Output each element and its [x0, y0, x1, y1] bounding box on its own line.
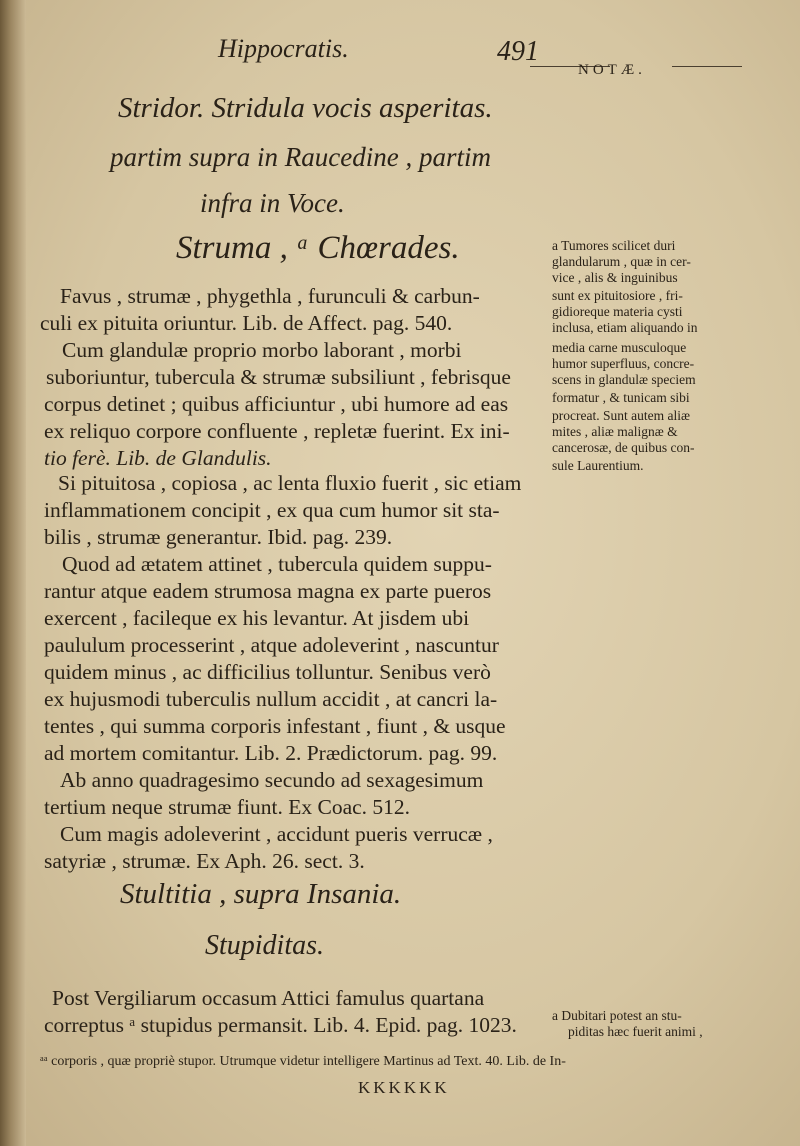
note-line: a Dubitari potest an stu-	[552, 1008, 682, 1023]
text-line: quidem minus , ac difficilius tolluntur. Senibus verò	[44, 660, 491, 684]
text-line: tertium neque strumæ fiunt. Ex Coac. 512.	[44, 795, 411, 819]
note-line: scens in glandulæ speciem	[552, 372, 696, 387]
cross-ref-voce: infra in Voce.	[200, 188, 345, 218]
header-rule-right	[672, 66, 742, 67]
heading-stupiditas: Stupiditas.	[205, 930, 325, 961]
text-line: tentes , qui summa corporis infestant , fiunt , & usque	[44, 714, 506, 738]
text-line: ex hujusmodi tuberculis nullum accidit , at cancri la-	[44, 687, 498, 711]
cross-ref-raucedine: partim supra in Raucedine , partim	[110, 142, 491, 172]
section-label: NOTÆ.	[578, 62, 646, 78]
text-line: Quod ad ætatem attinet , tubercula quidem suppu-	[62, 552, 492, 576]
running-title: Hippocratis.	[218, 34, 349, 63]
note-line: inclusa, etiam aliquando in	[552, 320, 698, 335]
heading-stridor: Stridor. Stridula vocis asperitas.	[118, 92, 493, 124]
text-line: paululum processerint , atque adoleverint , nascuntur	[44, 633, 499, 657]
note-line: media carne musculoque	[552, 340, 687, 355]
text-line: correptus ᵃ stupidus permansit. Lib. 4. Epid. pag. 1023.	[44, 1013, 517, 1037]
text-line: rantur atque eadem strumosa magna ex parte pueros	[44, 579, 492, 603]
text-line: exercent , facileque ex his levantur. At jisdem ubi	[44, 606, 470, 630]
heading-struma: Struma , ᵃ Chœrades.	[176, 230, 460, 266]
page-number: 491	[497, 36, 539, 67]
text-line: suboriuntur, tubercula & strumæ subsiliunt , febrisque	[46, 365, 511, 389]
note-line: formatur , & tunicam sibi	[552, 390, 690, 405]
text-line: Cum glandulæ proprio morbo laborant , morbi	[62, 338, 462, 362]
text-line: corpus detinet ; quibus afficiuntur , ubi humore ad eas	[44, 392, 509, 416]
note-line: mites , aliæ malignæ &	[552, 424, 678, 439]
text-line: Favus , strumæ , phygethla , furunculi & carbun-	[60, 284, 480, 308]
text-line: Post Vergiliarum occasum Attici famulus quartana	[52, 986, 485, 1010]
note-line: vice , alis & inguinibus	[552, 270, 678, 285]
text-line: Si pituitosa , copiosa , ac lenta fluxio fuerit , sic etiam	[58, 471, 522, 495]
heading-stultitia: Stultitia , supra Insania.	[120, 878, 402, 910]
footnote-continuation: ᵃᵃ corporis , quæ propriè stupor. Utrumque videtur intelligere Martinus ad Text. 40. Lib. de In-	[40, 1054, 566, 1069]
text-line: bilis , strumæ generantur. Ibid. pag. 239.	[44, 525, 393, 549]
text-line: culi ex pituita oriuntur. Lib. de Affect. pag. 540.	[40, 311, 453, 335]
text-line: satyriæ , strumæ. Ex Aph. 26. sect. 3.	[44, 849, 365, 873]
note-line: humor superfluus, concre-	[552, 356, 695, 371]
note-line: sunt ex pituitosiore , fri-	[552, 288, 683, 303]
text-line: ad mortem comitantur. Lib. 2. Prædictorum. pag. 99.	[44, 741, 498, 765]
signature-mark: KKKKKK	[358, 1078, 450, 1097]
text-line: Ab anno quadragesimo secundo ad sexagesimum	[60, 768, 484, 792]
text-line: tio ferè. Lib. de Glandulis.	[44, 446, 272, 470]
note-line: sule Laurentium.	[552, 458, 644, 473]
note-line: piditas hæc fuerit animi ,	[568, 1024, 703, 1039]
text-line: Cum magis adoleverint , accidunt pueris verrucæ ,	[60, 822, 493, 846]
note-line: glandularum , quæ in cer-	[552, 254, 691, 269]
note-line: procreat. Sunt autem aliæ	[552, 408, 690, 423]
note-line: cancerosæ, de quibus con-	[552, 440, 695, 455]
note-line: a Tumores scilicet duri	[552, 238, 676, 253]
text-line: ex reliquo corpore confluente , repletæ fuerint. Ex ini-	[44, 419, 510, 443]
text-line: inflammationem concipit , ex qua cum humor sit sta-	[44, 498, 500, 522]
page-gutter	[0, 0, 26, 1146]
note-line: gidioreque materia cysti	[552, 304, 683, 319]
